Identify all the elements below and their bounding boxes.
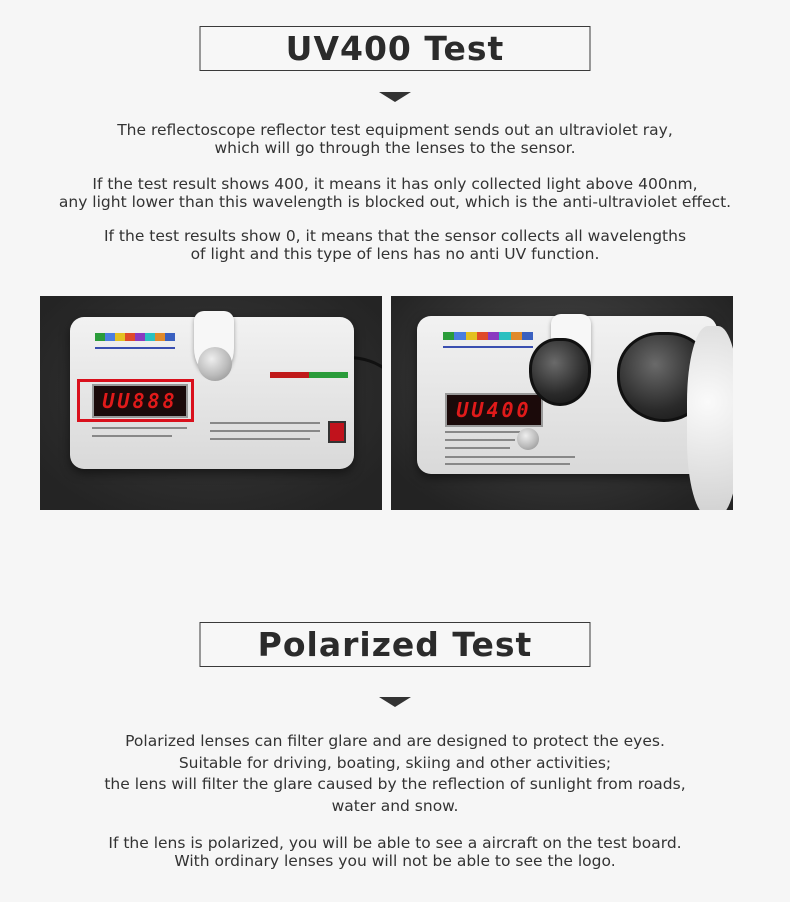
spectrum-bar	[270, 372, 348, 378]
down-arrow-icon	[379, 92, 411, 102]
label-text-line	[92, 427, 187, 429]
label-text-line	[443, 346, 533, 348]
text-line: water and snow.	[331, 796, 459, 815]
label-text-line	[210, 430, 320, 432]
label-text-line	[445, 456, 575, 458]
sensor-lens	[198, 347, 232, 381]
text-line: Polarized lenses can filter glare and are designed to protect the eyes.	[125, 732, 665, 750]
text-line: any light lower than this wavelength is blocked out, which is the anti-ultraviolet effect.	[58, 193, 732, 211]
down-arrow-icon	[379, 697, 411, 707]
sunglasses-lens-left	[529, 338, 591, 406]
text-line: the lens will filter the glare caused by the reflection of sunlight from roads,	[104, 775, 686, 793]
uv-paragraph-2	[0, 175, 790, 211]
text-line: The reflectoscope reflector test equipment sends out an ultraviolet ray,	[117, 121, 673, 139]
led-display: UU888	[92, 384, 188, 418]
polarized-paragraph-1	[0, 731, 790, 817]
label-text-line	[445, 431, 520, 433]
label-text-line	[445, 463, 570, 465]
uv-paragraph-3	[0, 227, 790, 263]
label-text-line	[92, 435, 172, 437]
polarized-test-title: Polarized Test	[200, 622, 591, 667]
text-line: which will go through the lenses to the sensor.	[214, 139, 576, 157]
text-line: of light and this type of lens has no anti UV function.	[190, 245, 600, 263]
uv400-test-title: UV400 Test	[200, 26, 591, 71]
label-text-line	[210, 422, 320, 424]
text-line: With ordinary lenses you will not be able to see the logo.	[174, 852, 616, 870]
polarized-paragraph-2	[0, 834, 790, 870]
text-line: If the test result shows 400, it means it has only collected light above 400nm,	[92, 175, 698, 193]
text-line: If the lens is polarized, you will be able to see a aircraft on the test board.	[108, 834, 682, 852]
led-display: UU400	[445, 393, 543, 427]
display-highlight-box	[77, 379, 194, 422]
text-line: Suitable for driving, boating, skiing and other activities;	[178, 753, 612, 772]
uv-tester-photo-no-lens	[40, 296, 382, 510]
label-text-line	[445, 447, 510, 449]
uv-tester-photo-with-sunglasses	[391, 296, 733, 510]
text-line: If the test results show 0, it means that the sensor collects all wavelengths	[103, 227, 687, 245]
label-text-line	[210, 438, 310, 440]
color-indicator-strip	[443, 332, 533, 340]
power-switch	[328, 421, 346, 443]
label-text-line	[445, 439, 515, 441]
uv-paragraph-1	[0, 121, 790, 157]
color-indicator-strip	[95, 333, 175, 341]
white-glove	[687, 326, 733, 510]
sensor-lens	[517, 428, 539, 450]
label-text-line	[95, 347, 175, 349]
